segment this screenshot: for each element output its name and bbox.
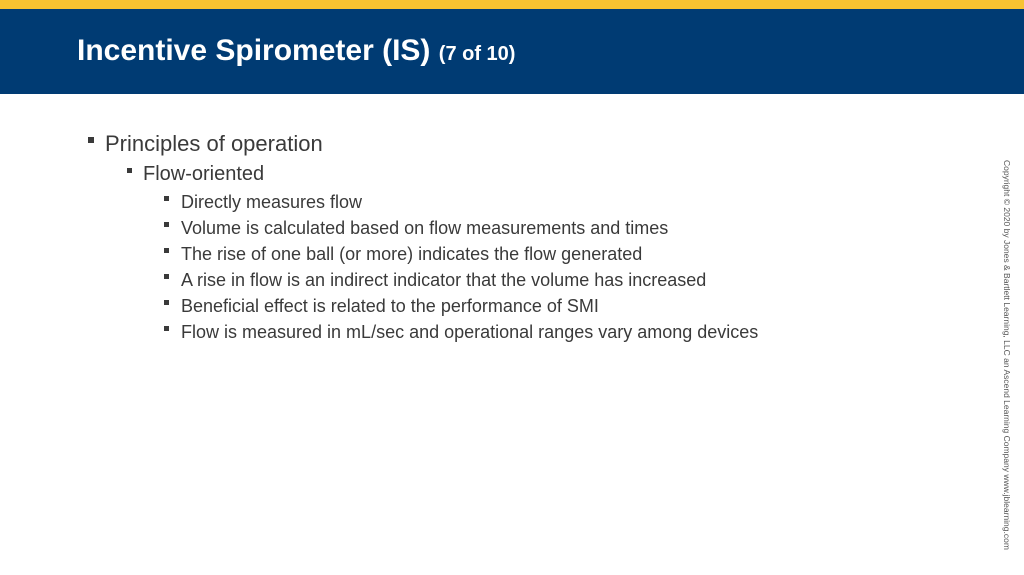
bullet-level3 [181,191,362,213]
accent-stripe [0,0,1024,9]
bullet-level3 [181,269,706,291]
bullet-text: A rise in flow is an indirect indicator that the volume has increased [181,270,707,290]
bullet-text: Volume is calculated based on flow measurements and times [181,218,669,238]
slide-counter: (7 of 10) [438,43,516,65]
bullet-text: Directly measures flow [181,192,363,212]
square-bullet-icon [164,326,169,331]
bullet-text: Beneficial effect is related to the performance of SMI [181,296,599,316]
bullet-text: The rise of one ball (or more) indicates the flow generated [181,244,643,264]
bullet-level3 [181,295,599,317]
square-bullet-icon [88,137,94,143]
copyright-notice: Copyright © 2020 by Jones & Bartlett Learning, LLC an Ascend Learning Company www.jblearning.com [1002,160,1012,550]
bullet-level3 [181,243,642,265]
square-bullet-icon [164,222,169,227]
slide-title [77,33,515,72]
bullet-text: Principles of operation [105,131,323,156]
square-bullet-icon [164,274,169,279]
square-bullet-icon [164,300,169,305]
bullet-level3 [181,217,668,239]
square-bullet-icon [164,196,169,201]
bullet-text: Flow is measured in mL/sec and operational ranges vary among devices [181,322,759,342]
slide-title-text: Incentive Spirometer (IS) [77,34,431,67]
bullet-level2 [143,162,264,186]
bullet-level1 [105,131,323,157]
bullet-text: Flow-oriented [143,163,265,185]
bullet-level3 [181,321,758,343]
square-bullet-icon [127,168,132,173]
square-bullet-icon [164,248,169,253]
